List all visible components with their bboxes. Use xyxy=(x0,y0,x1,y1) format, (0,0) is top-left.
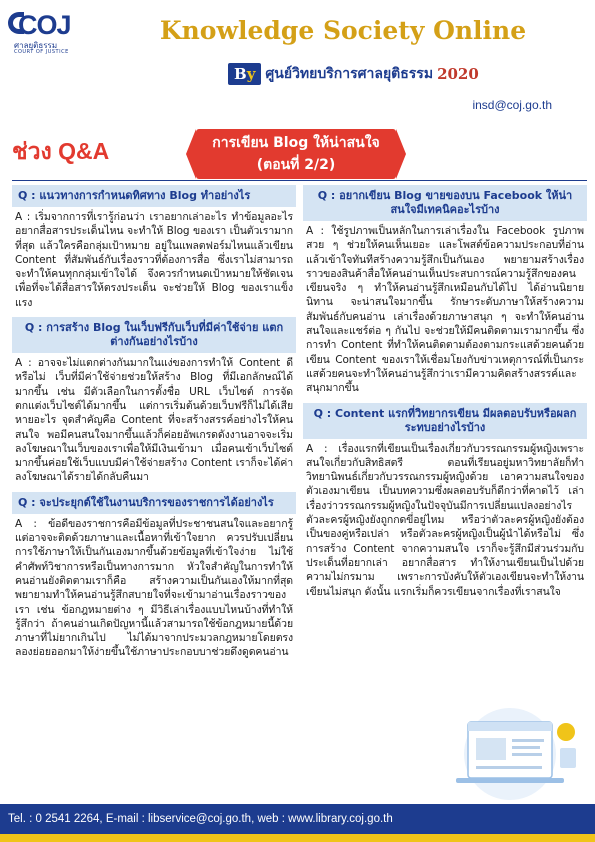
answer-text: A : ใช้รูปภาพเป็นหลักในการเล่าเรื่องใน Facebook รูปภาพสวย ๆ ช่วยให้คนเห็นเยอะ และโพสต์ข้อความประกอบที่อ่านแล้วเข้าใจทันทีสร้างความรู้สึกเป็นกันเอง พยายามสร้างเรื่องราวของสินค้าสื่อให้คนอ่านเห็นประสบการณ์ความรู้สึกของคนเขียนจริง ๆ ทำให้คนอ่านรู้สึกเหมือนกับได้ไป ได้อ่านนิยายนิทาน จะน่าสนใจมากขึ้น รักษาระดับภาษาให้สร้างความสัมพันธ์กับคนอ่าน เล่าเรื่องด้วยภาษาสนุก ๆ จะทำให้คนอ่านสนใจและแชร์ต่อ ๆ กันไป จะช่วยให้มีคนติดตามเรามากขึ้น ซึ่งการทำ Content ที่ทำให้คนติดตามต้องตามกระแสด้วยคนด้วยเขียน Content ของเราให้เชื่อมโยงกับข่าวเหตุการณ์ที่เป็นกระแสด้วยคนจะทำให้คนอ่านรู้สึกว่าเรามีความคิดสร้างสรรค์และสนุกมากขึ้น xyxy=(306,225,584,395)
question-box: Q : จะประยุกต์ใช้ในงานบริการของราชการได้อย่างไร xyxy=(12,492,296,514)
blog-illustration-icon xyxy=(360,692,592,800)
topic-banner xyxy=(196,129,396,179)
question-box: Q : แนวทางการกำหนดทิศทาง Blog ทำอย่างไร xyxy=(12,185,296,207)
logo-text: COJ xyxy=(18,10,71,40)
header-email: insd@coj.go.th xyxy=(472,98,552,112)
banner-line2: (ตอนที่ 2/2) xyxy=(256,157,336,173)
question-box: Q : อยากเขียน Blog ขายของบน Facebook ให้น่าสนใจมีเทคนิคอะไรบ้าง xyxy=(303,185,587,221)
answer-text: A : อาจจะไม่แตกต่างกันมากในแง่ของการทำให้ Content ดีหรือไม่ เว็บที่มีค่าใช้จ่ายช่วยให้สร้าง Blog ที่มีเอกลักษณ์ได้มากขึ้น เช่น มีตัวเลือกในการตั้งชื่อ URL เว็บไซต์ การจัดตกแต่งเว็บไซต์ได้มากขึ้น แต่การเริ่มต้นด้วยเว็บฟรีก็ไม่ได้เสียหายอะไร จุดสำคัญคือ Content ที่จะสร้างสรรค์อย่างไรให้คนสนใจ พอมีคนสนใจมากขึ้นแล้วก็ค่อยอัพเกรดดังงานอาจจะเริ่มลงโฆษณาในเว็บของเราเพื่อให้มีเงินเข้ามา เมื่อคนเข้าเว็บไซต์มากขึ้นค่อยใช้เว็บแบบมีค่าใช้จ่ายสร้าง Content เราก็จะได้ค่าลงโฆษณาได้รายได้กลับคืนมา xyxy=(15,357,293,484)
section-label: ช่วง Q&A xyxy=(12,138,110,164)
page-title: Knowledge Society Online xyxy=(159,16,527,45)
question-box: Q : การสร้าง Blog ในเว็บฟรีกับเว็บที่มีค่าใช้จ่าย แตกต่างกันอย่างไรบ้าง xyxy=(12,317,296,353)
by-line xyxy=(228,63,479,85)
by-year: 2020 xyxy=(437,65,479,83)
question-box: Q : Content แรกที่วิทยากรเขียน มีผลตอบรับหรือผลกระทบอย่างไรบ้าง xyxy=(303,403,587,439)
right-column xyxy=(303,185,587,599)
answer-text: A : เรื่องแรกที่เขียนเป็นเรื่องเกี่ยวกับวรรณกรรมผู้หญิงเพราะสนใจเกี่ยวกับสิทธิสตรี ตอนที่เรียนอยู่มหาวิทยาลัยก็ทำวิทยานิพนธ์เกี่ยวกับวรรณกรรมผู้หญิงด้วย เอาความสนใจของตัวเองมาเขียน เป็นบทความซึ่งผลตอบรับก็ดีกว่าที่คาดไว้ เล่าเรื่องว่าวรรณกรรมผู้หญิงในปัจจุบันมีการเปลี่ยนแปลงอย่างไร ตัวละครผู้หญิงยังถูกกดขี่อยู่ไหม หรือว่าตัวละครผู้หญิงยังต้องเป็นของคู่หรือเปล่า หรือตัวละครผู้หญิงเป็นผู้นำได้หรือไม่ ซึ่งการสร้าง Content จากความสนใจ เราก็จะรู้สึกมีส่วนร่วมกับประเด็นที่อยากเล่า อยากสื่อสาร ทำให้งานเขียนเป็นไปด้วยความไม่กรมาม เพราะการบังคับให้ตัวเองเขียนจะทำให้งานเขียนไม่สนุก ดังนั้น แรกเริ่มก็ควรเขียนจากเรื่องที่เราสนใจ xyxy=(306,442,584,598)
by-badge xyxy=(228,63,261,85)
logo-sub-th: ศาลยุติธรรม xyxy=(14,41,58,50)
by-suffix: y xyxy=(246,65,256,83)
by-org: ศูนย์วิทยบริการศาลยุติธรรม xyxy=(265,66,434,82)
banner-line1: การเขียน Blog ให้น่าสนใจ xyxy=(212,135,380,151)
divider xyxy=(12,180,587,181)
answer-text: A : ข้อดีของราชการคือมีข้อมูลที่ประชาชนสนใจและอยากรู้ แต่อาจจะติดด้วยภาษาและเนื้อหาที่เข้าใจยาก ควรปรับเปลี่ยนการใช้ภาษาให้เป็นกันเองมากขึ้นด้วยข้อมูลที่เข้าใจง่าย ไม่ใช้คำศัพท์วิชาการหรือเป็นทางการมาก หัวใจสำคัญในการทำให้คนอ่านยังติดตามเราก็คือ สร้างความเป็นกันเองให้มากที่สุด พยายามทำให้คนอ่านรู้สึกสบายใจที่จะเข้ามาอ่านเรื่องราวของเรา เช่น ข้อกฎหมายต่าง ๆ มีวิธีเล่าเรื่องแบบไหนบ้างที่ทำให้รู้สึกว่า ถ้าคนอ่านเกิดปัญหานี้แล้วสามารถใช้ข้อกฎหมายนี้ด้วยภาษาที่ไม่ยากเกินไป ไม่ได้มาจากประมวลกฎหมายโดยตรง ลองย่อยออกมาให้ง่ายขึ้นใช้ภาษาประกอบบาช่วยดึงดูดคนอ่าน xyxy=(15,517,293,659)
footer-strip xyxy=(0,834,595,842)
logo-sub-en: COURT OF JUSTICE xyxy=(14,49,69,55)
answer-text: A : เริ่มจากการที่เรารู้ก่อนว่า เราอยากเล่าอะไร ทำข้อมูลอะไร อยากสื่อสารประเด็นไหน จะทำให้ Blog ของเรา เป็นตัวเรามากที่สุด แล้วใครคือกลุ่มเป้าหมาย อยู่ในแพลตฟอร์มไหนแล้วเขียน Content ที่สัมพันธ์กับเรื่องราวที่ต้องการสื่อ ซึ่งเราไม่สามารถจะทำให้คนทุกกลุ่มเข้าใจได้ จึงควรกำหนดเป้าหมายให้ชัดเจนเพื่อที่จะได้สื่อสารให้ตรงประเด็น จะช่วยให้ Blog ของเราแข็งแรง xyxy=(15,211,293,309)
by-prefix: B xyxy=(234,65,247,83)
coj-logo xyxy=(8,6,90,54)
footer-contact: Tel. : 0 2541 2264, E-mail : libservice@coj.go.th, web : www.library.coj.go.th xyxy=(0,804,595,834)
left-column xyxy=(12,185,296,660)
